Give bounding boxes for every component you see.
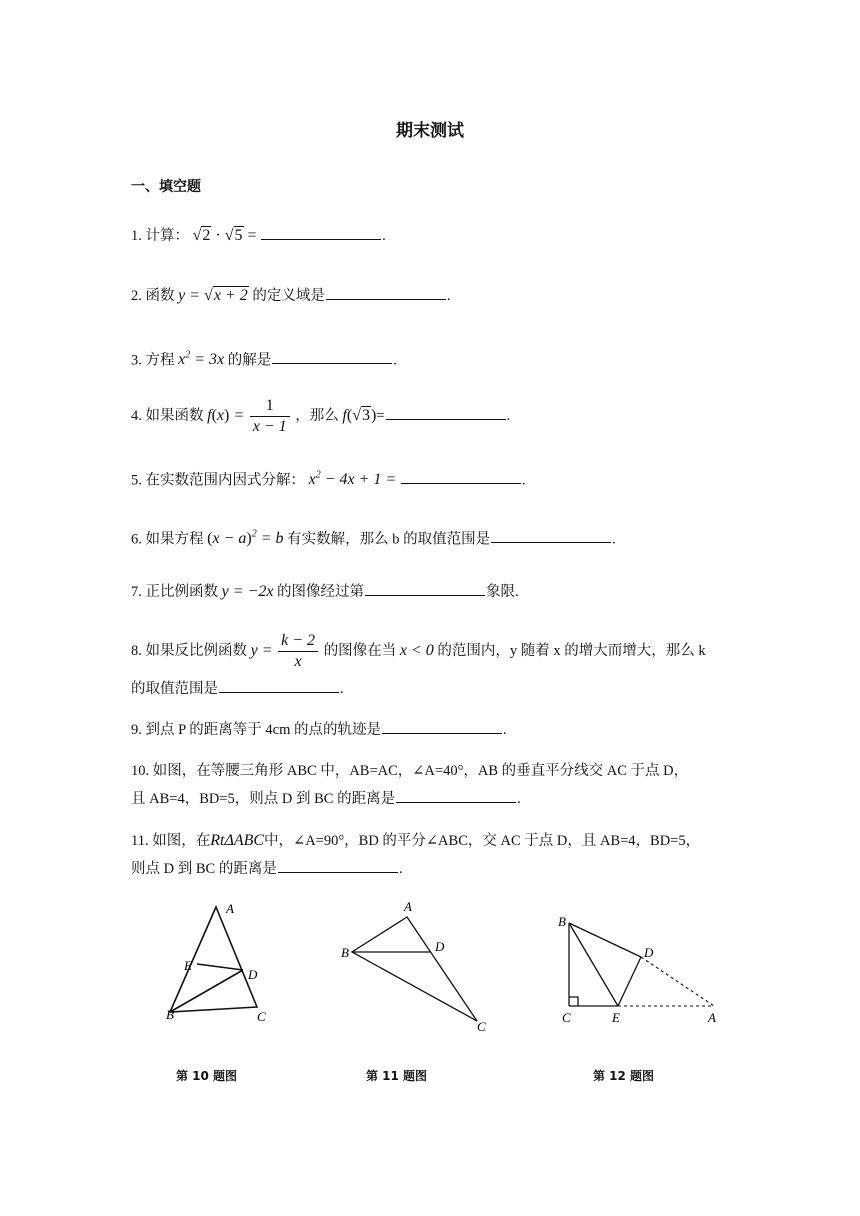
answer-blank-1[interactable] — [261, 225, 381, 240]
fig12-segment-ed — [618, 957, 641, 1006]
answer-blank-2[interactable] — [326, 285, 446, 300]
fig11-caption: 第 11 题图 — [366, 1069, 428, 1083]
figure-12 — [552, 905, 732, 1030]
fig10-label-b: B — [166, 1007, 174, 1022]
q7-function: y = −2x — [221, 583, 274, 600]
fig12-caption: 第 12 题图 — [593, 1069, 655, 1083]
figure-11 — [335, 895, 495, 1035]
question-1: 1. 计算： √2 · √5 = . — [131, 227, 386, 244]
question-3: 3. 方程 $x^2 = 3x$ 的解是 . — [131, 350, 397, 369]
answer-blank-3[interactable] — [272, 349, 392, 364]
q4-function: f(x) = — [207, 407, 245, 424]
fig12-segment-be — [569, 923, 618, 1006]
fig12-right-angle-mark — [569, 997, 578, 1006]
fig10-caption: 第 10 题图 — [176, 1069, 238, 1083]
q2-expression: y = √x + 2 — [178, 287, 248, 304]
answer-blank-9[interactable] — [382, 719, 502, 734]
question-11-line2: 则点 D 到 BC 的距离是 . — [131, 855, 731, 883]
fig11-label-a: A — [404, 899, 412, 914]
question-2: 2. 函数 y = √x + 2 的定义域是 . — [131, 287, 451, 304]
fig10-segment-bd — [170, 970, 243, 1012]
q5-expression: $x^2 - 4x + 1$ = — [308, 470, 397, 489]
answer-blank-7[interactable] — [365, 581, 485, 596]
question-7: 7. 正比例函数 y = −2x 的图像经过第 象限. — [131, 583, 519, 600]
question-8: 8. 如果反比例函数 y = $\frac{k - 2}{x}$ 的图像在当 x < 0 的范围内，y 随着 x 的增大而增大，那么 k — [131, 632, 706, 671]
question-11: 11. 如图，在RtΔABC中，∠A=90°，BD 的平分∠ABC，交 AC 于点 D，且 AB=4，BD=5， — [131, 832, 701, 849]
question-9: 9. 到点 P 的距离等于 4cm 的点的轨迹是 . — [131, 716, 731, 744]
fig11-triangle-abc — [352, 917, 477, 1021]
q11-triangle: RtΔABC — [210, 832, 265, 849]
answer-blank-10[interactable] — [396, 788, 516, 803]
section-heading: 一、填空题 — [131, 179, 201, 195]
answer-blank-11[interactable] — [278, 858, 398, 873]
answer-blank-4[interactable] — [386, 405, 506, 420]
fig12-label-a: A — [708, 1010, 716, 1025]
answer-blank-5[interactable] — [401, 469, 521, 484]
q8-fraction: $\frac{k - 2}{x}$ — [278, 631, 318, 672]
fig10-label-c: C — [257, 1009, 266, 1024]
fig12-label-d: D — [644, 945, 654, 960]
question-6: 6. 如果方程 $(x - a)^2 = b$ 有实数解，那么 b 的取值范围是 . — [131, 529, 616, 548]
fig11-label-b: B — [341, 945, 349, 960]
question-10: 10. 如图，在等腰三角形 ABC 中，AB=AC，∠A=40°，AB 的垂直平分线交 AC 于点 D， — [131, 763, 689, 779]
question-5: 5. 在实数范围内因式分解： $x^2 - 4x + 1$ = . — [131, 470, 526, 489]
question-10-line2: 且 AB=4，BD=5，则点 D 到 BC 的距离是 . — [131, 785, 731, 813]
fig12-label-e: E — [612, 1010, 620, 1025]
fig10-segment-ed — [197, 964, 243, 970]
fig12-label-c: C — [562, 1010, 571, 1025]
q4-evaluation: f(√3) — [342, 407, 377, 424]
question-8-line2: 的取值范围是 . — [131, 675, 731, 703]
fig11-label-d: D — [435, 939, 445, 954]
fig10-label-a: A — [226, 901, 234, 916]
q6-equation: $(x - a)^2 = b$ — [207, 529, 284, 548]
q8-condition: x < 0 — [399, 642, 434, 659]
page-title: 期末测试 — [396, 121, 464, 141]
fig10-label-e: E — [184, 958, 192, 973]
figure-10 — [160, 895, 280, 1030]
fig12-dashed-da — [641, 957, 714, 1006]
fig12-label-b: B — [558, 914, 566, 929]
fig12-segment-bd — [569, 923, 641, 957]
answer-blank-6[interactable] — [491, 528, 611, 543]
answer-blank-8[interactable] — [219, 678, 339, 693]
fig10-label-d: D — [248, 967, 258, 982]
fig11-label-c: C — [477, 1019, 486, 1034]
q3-expression: $x^2 = 3x$ — [178, 350, 225, 369]
question-4: 4. 如果函数 f(x) = $\frac{1}{x - 1}$ ，那么 f(√3)= . — [131, 397, 511, 436]
q4-fraction: $\frac{1}{x - 1}$ — [250, 396, 290, 437]
q1-expression: √2 · √5 = — [192, 227, 257, 244]
